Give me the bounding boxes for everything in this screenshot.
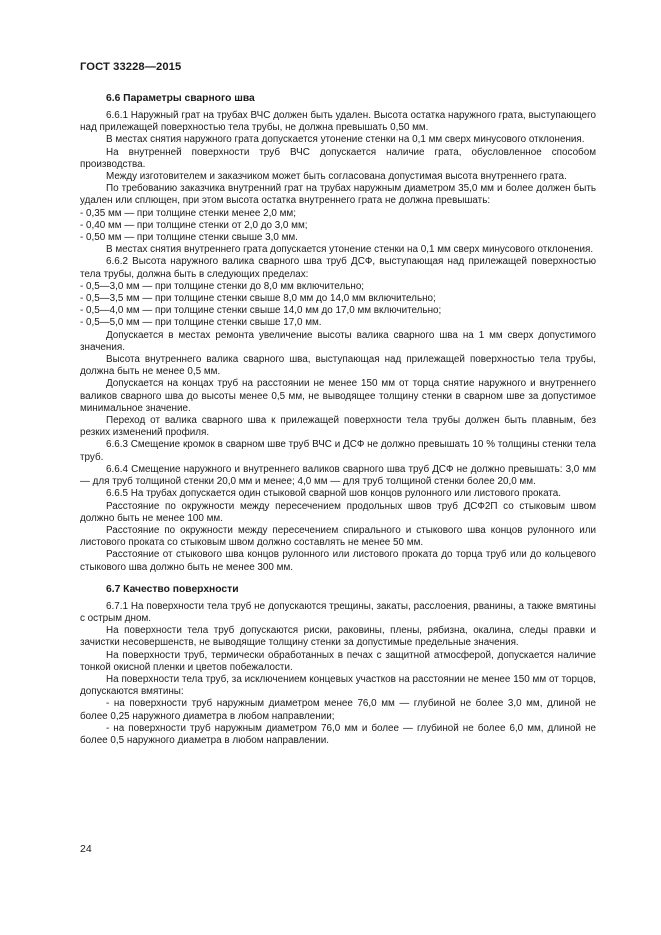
- paragraph: 6.6.2 Высота наружного валика сварного шва труб ДСФ, выступающая над прилежащей поверхностью тела трубы, должна быть в следующих пределах:: [80, 256, 596, 280]
- paragraph: Расстояние по окружности между пересечением спирального и стыкового шва концов рулонного или листового проката со стыковым швом должно составлять не менее 50 мм.: [80, 524, 596, 549]
- list-item: - 0,5—5,0 мм — при толщине стенки свыше 17,0 мм.: [80, 317, 322, 329]
- paragraph: В местах снятия наружного грата допускается утонение стенки на 0,1 мм сверх минусового отклонения.: [106, 134, 585, 146]
- list-item: - 0,5—3,0 мм — при толщине стенки до 8,0 мм включительно;: [80, 280, 365, 292]
- list-item: - 0,5—3,5 мм — при толщине стенки свыше 8,0 мм до 14,0 мм включительно;: [80, 293, 436, 305]
- paragraph: На внутренней поверхности труб ВЧС допускается наличие грата, обусловленное способом производства.: [80, 146, 596, 170]
- paragraph: - на поверхности труб наружным диаметром менее 76,0 мм — глубиной не более 3,0 мм, длиной не более 0,25 наружного диаметра в любом направлении;: [80, 698, 596, 722]
- list-item: - 0,35 мм — при толщине стенки менее 2,0 мм;: [80, 207, 296, 219]
- paragraph: Допускается в местах ремонта увеличение высоты валика сварного шва на 1 мм сверх допустимого значения.: [80, 329, 596, 353]
- paragraph: На поверхности тела труб, за исключением концевых участков на расстоянии не менее 150 мм от торцов, допускаются вмятины:: [80, 673, 596, 698]
- paragraph: 6.7.1 На поверхности тела труб не допускаются трещины, закаты, расслоения, рванины, а также вмятины с острым дном.: [80, 600, 596, 624]
- paragraph: 6.6.4 Смещение наружного и внутреннего валиков сварного шва труб ДСФ не должно превышать: 3,0 мм — для труб толщиной стенки 20,0 мм и менее; 4,0 мм — для труб толщиной стенки более 20,0 мм.: [80, 463, 596, 488]
- paragraph: 6.6.1 Наружный грат на трубах ВЧС должен быть удален. Высота остатка наружного грата, выступающего над прилежащей поверхностью тела трубы, не должна превышать 0,50 мм.: [80, 110, 596, 134]
- paragraph: В местах снятия внутреннего грата допускается утонение стенки на 0,1 мм сверх минусового отклонения.: [106, 244, 594, 256]
- paragraph: По требованию заказчика внутренний грат на трубах наружным диаметром 35,0 мм и более должен быть удален или сплющен, при этом высота остатка внутреннего грата не должна превышать:: [80, 183, 596, 207]
- paragraph: Между изготовителем и заказчиком может быть согласована допустимая высота внутреннего грата.: [106, 171, 567, 183]
- list-item: - 0,5—4,0 мм — при толщине стенки свыше 14,0 мм до 17,0 мм включительно;: [80, 305, 442, 317]
- paragraph: Переход от валика сварного шва к прилежащей поверхности тела трубы должен быть плавным, без резких изменений профиля.: [80, 415, 596, 439]
- paragraph: Допускается на концах труб на расстоянии не менее 150 мм от торца снятие наружного и внутреннего валиков сварного шва до высоты менее 0,5 мм, не выводящее толщину стенки в сварном шве за допустимое минимальное значение.: [80, 378, 596, 414]
- paragraph: 6.6.5 На трубах допускается один стыковой сварной шов концов рулонного или листового проката.: [106, 488, 561, 500]
- list-item: - 0,50 мм — при толщине стенки свыше 3,0 мм.: [80, 232, 298, 244]
- paragraph: На поверхности труб, термически обработанных в печах с защитной атмосферой, допускается наличие тонкой окисной пленки и цветов побежалости.: [80, 649, 596, 673]
- paragraph: - на поверхности труб наружным диаметром 76,0 мм и более — глубиной не более 6,0 мм, длиной не более 0,5 наружного диаметра в любом направлении.: [80, 722, 596, 746]
- paragraph: На поверхности тела труб допускаются риски, раковины, плены, рябизна, окалина, следы правки и зачистки несовершенств, не выводящие толщину стенки за допустимые предельные значения.: [80, 625, 596, 649]
- page-number: 24: [80, 843, 92, 855]
- list-item: - 0,40 мм — при толщине стенки от 2,0 до 3,0 мм;: [80, 219, 308, 231]
- document-body: [80, 92, 596, 747]
- paragraph: Высота внутреннего валика сварного шва, выступающая над прилежащей поверхностью тела трубы, должна быть не менее 0,5 мм.: [80, 354, 596, 378]
- paragraph: 6.6.3 Смещение кромок в сварном шве труб ВЧС и ДСФ не должно превышать 10 % толщины стенки тела труб.: [80, 439, 596, 463]
- section-heading: 6.7 Качество поверхности: [106, 583, 239, 595]
- paragraph: Расстояние от стыкового шва концов рулонного или листового проката до торца труб или до кольцевого стыкового шва должно быть не менее 300 мм.: [80, 549, 596, 573]
- section-heading: 6.6 Параметры сварного шва: [106, 93, 255, 104]
- standard-header: ГОСТ 33228—2015: [80, 61, 182, 73]
- paragraph: Расстояние по окружности между пересечением продольных швов труб ДСФ2П со стыковым швом должно быть не менее 100 мм.: [80, 500, 596, 524]
